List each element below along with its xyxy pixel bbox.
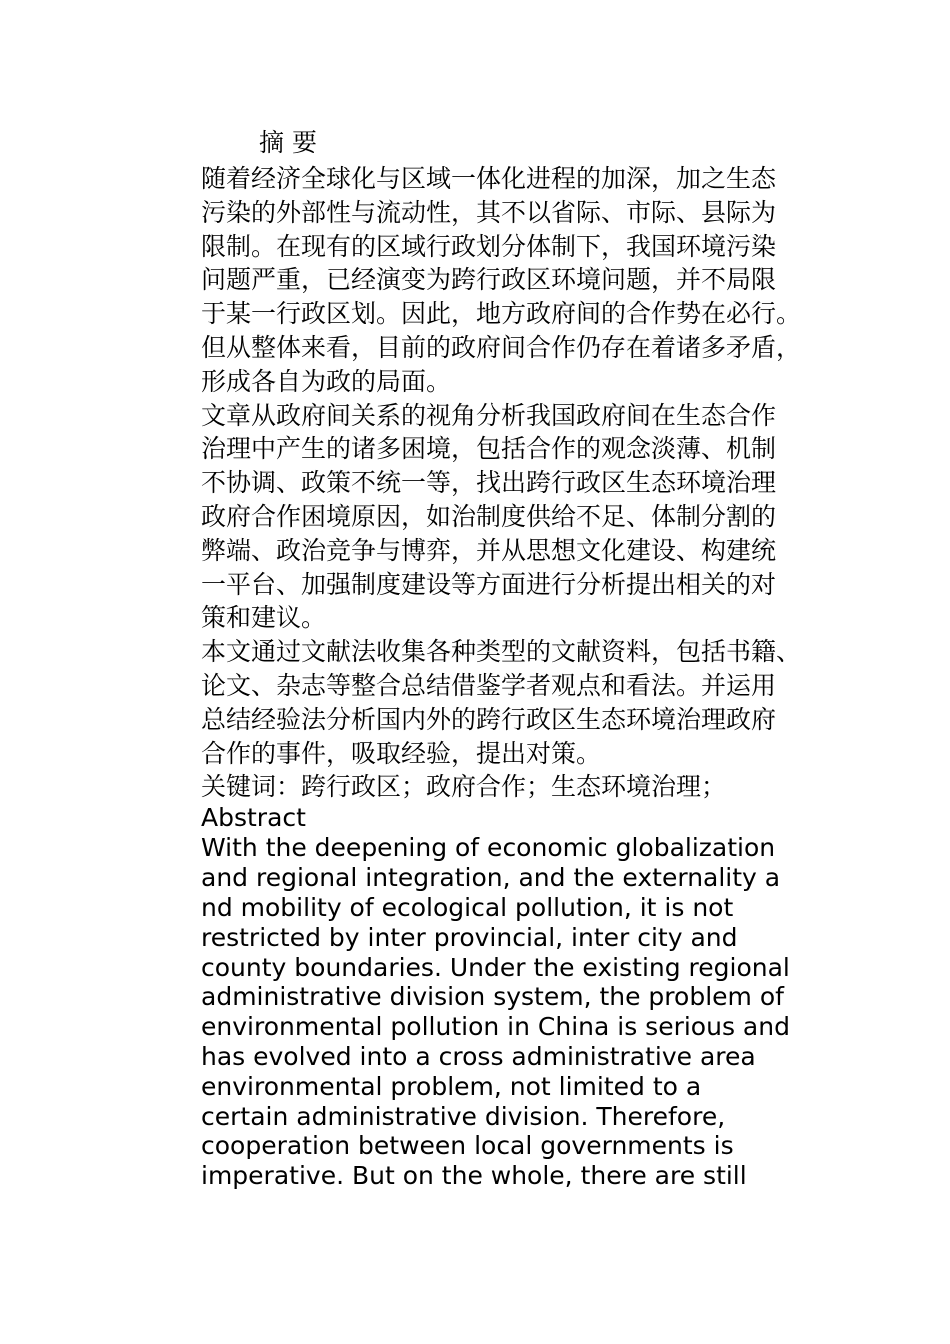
text-line: nd mobility of ecological pollution, it is not bbox=[201, 892, 734, 922]
text-line: certain administrative division. Therefore, bbox=[201, 1101, 726, 1131]
text-line: 形成各自为政的局面。 bbox=[201, 366, 452, 396]
text-line: 政府合作困境原因，如治制度供给不足、体制分割的 bbox=[201, 501, 777, 531]
text-line: 本文通过文献法收集各种类型的文献资料，包括书籍、 bbox=[201, 637, 802, 667]
abstract-zh-paragraph-1 bbox=[201, 162, 816, 399]
abstract-zh-paragraph-3 bbox=[201, 635, 816, 770]
text-line: 总结经验法分析国内外的跨行政区生态环境治理政府 bbox=[201, 704, 777, 734]
text-line: and regional integration, and the externality a bbox=[201, 863, 781, 893]
text-line: cooperation between local governments is bbox=[201, 1131, 734, 1161]
text-line: With the deepening of economic globalization bbox=[201, 833, 776, 863]
keywords-zh: 关键词：跨行政区；政府合作；生态环境治理； bbox=[201, 772, 727, 802]
text-line: has evolved into a cross administrative area bbox=[201, 1041, 756, 1071]
text-line: 限制。在现有的区域行政划分体制下，我国环境污染 bbox=[201, 231, 777, 261]
text-line: 合作的事件，吸取经验，提出对策。 bbox=[201, 738, 602, 768]
abstract-zh-title: 摘 要 bbox=[259, 128, 317, 157]
text-line: environmental problem, not limited to a bbox=[201, 1071, 702, 1101]
text-line: 不协调、政策不统一等，找出跨行政区生态环境治理 bbox=[201, 468, 777, 498]
text-line: restricted by inter provincial, inter city and bbox=[201, 922, 738, 952]
text-line: 策和建议。 bbox=[201, 603, 327, 633]
text-line: 但从整体来看，目前的政府间合作仍存在着诸多矛盾， bbox=[201, 332, 802, 362]
text-line: 污染的外部性与流动性，其不以省际、市际、县际为 bbox=[201, 197, 777, 227]
abstract-en-paragraph bbox=[201, 833, 816, 1191]
document-content bbox=[201, 124, 816, 1191]
text-line: administrative division system, the problem of bbox=[201, 982, 784, 1012]
text-line: 于某一行政区划。因此，地方政府间的合作势在必行。 bbox=[201, 299, 802, 329]
text-line: 问题严重，已经演变为跨行政区环境问题，并不局限 bbox=[201, 265, 777, 295]
text-line: 论文、杂志等整合总结借鉴学者观点和看法。并运用 bbox=[201, 670, 777, 700]
abstract-en-title: Abstract bbox=[201, 803, 306, 833]
text-line: 文章从政府间关系的视角分析我国政府间在生态合作 bbox=[201, 400, 777, 430]
text-line: 随着经济全球化与区域一体化进程的加深，加之生态 bbox=[201, 164, 777, 193]
text-line: 治理中产生的诸多困境，包括合作的观念淡薄、机制 bbox=[201, 434, 777, 464]
text-line: county boundaries. Under the existing regional bbox=[201, 952, 790, 982]
text-line: environmental pollution in China is serious and bbox=[201, 1012, 790, 1042]
text-line: 弊端、政治竞争与博弈，并从思想文化建设、构建统 bbox=[201, 535, 777, 565]
abstract-zh-paragraph-2 bbox=[201, 399, 816, 636]
text-line: 一平台、加强制度建设等方面进行分析提出相关的对 bbox=[201, 569, 777, 599]
text-line: imperative. But on the whole, there are still bbox=[201, 1161, 747, 1191]
